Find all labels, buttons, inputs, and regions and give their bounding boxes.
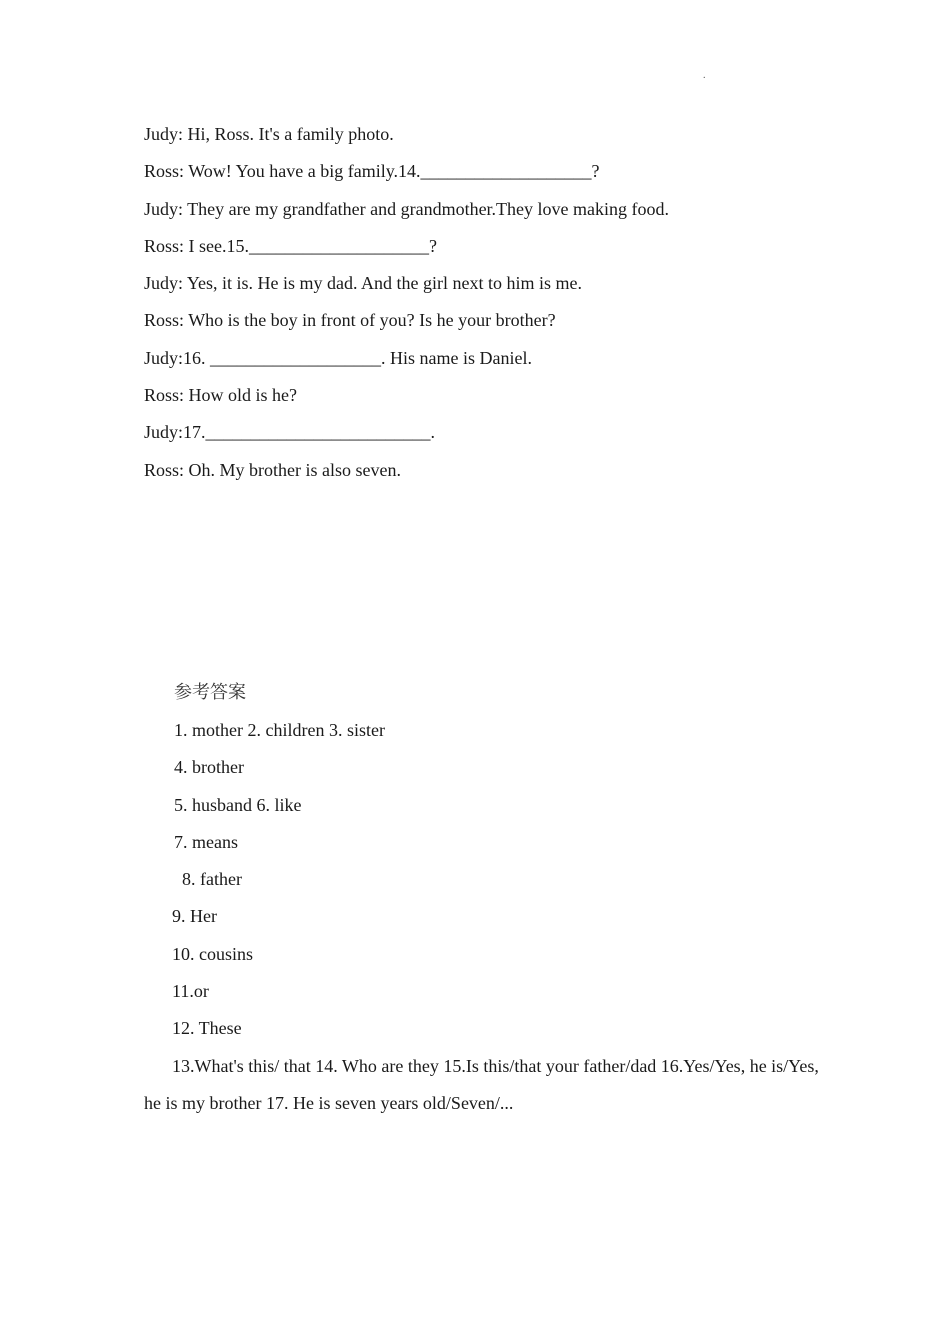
answer-line: 1. mother 2. children 3. sister [174,720,385,740]
dialogue-line: Ross: How old is he? [144,385,297,406]
answer-line: 7. means [174,831,238,852]
answer-line: 4. brother [174,757,244,778]
answer-key-title: 参考答案 [174,682,246,703]
answer-line: 9. Her [172,906,217,927]
dialogue-section [144,122,844,495]
dialogue-line: Judy:17._________________________. [144,422,436,443]
answer-line: 5. husband 6. like [174,794,302,815]
dialogue-line: Ross: I see.15.____________________? [144,235,437,256]
answer-key-section [144,680,824,1122]
answer-line: 12. These [172,1018,242,1039]
dialogue-line: Judy:16. ___________________. His name is Daniel. [144,347,532,368]
answer-line: 10. cousins [172,943,253,964]
header-mark: . [703,70,706,81]
answer-paragraph: 13.What's this/ that 14. Who are they 15.Is this/that your father/dad 16.Yes/Yes, he is/Yes, he is my brother 17. He is seven years old/Seven/... [144,1055,819,1113]
dialogue-line: Judy: Hi, Ross. It's a family photo. [144,124,394,144]
dialogue-line: Judy: Yes, it is. He is my dad. And the girl next to him is me. [144,273,583,294]
dialogue-line: Ross: Oh. My brother is also seven. [144,459,401,480]
dialogue-line: Ross: Wow! You have a big family.14.___________________? [144,161,600,182]
dialogue-line: Judy: They are my grandfather and grandmother.They love making food. [144,198,670,219]
answer-line: 8. father [182,869,242,890]
dialogue-line: Ross: Who is the boy in front of you? Is he your brother? [144,310,556,331]
answer-line: 11.or [172,981,209,1002]
